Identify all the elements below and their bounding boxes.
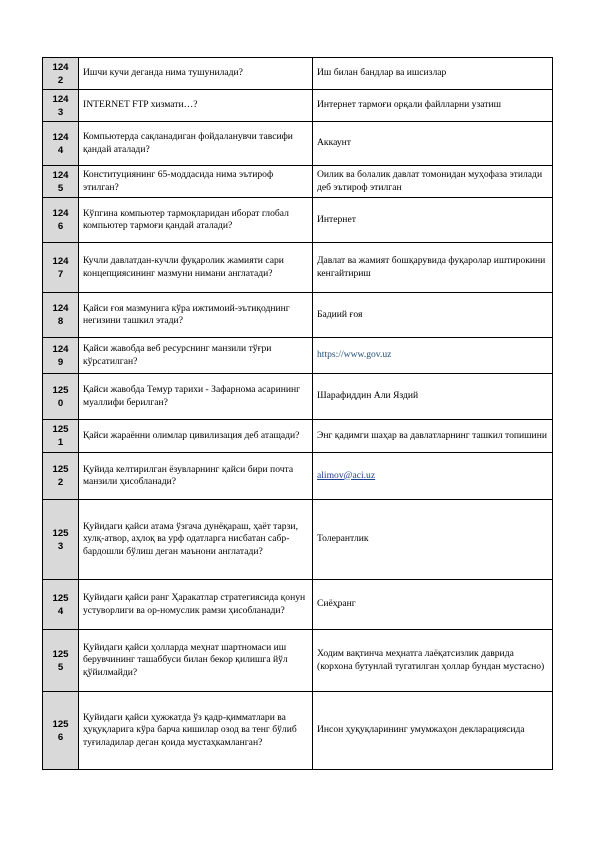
question-number: 124 7 [43,243,79,293]
answer-text: Аккаунт [313,122,553,166]
qa-table [42,57,553,770]
question-text: Қайси жавобда Темур тарихи - Зафарнома асарининг муаллифи берилган? [79,374,313,420]
question-number: 124 8 [43,293,79,338]
question-number: 125 5 [43,630,79,692]
question-number: 124 4 [43,122,79,166]
answer-text: Давлат ва жамият бошқарувида фуқаролар иштирокини кенгайтириш [313,243,553,293]
question-text: Кучли давлатдан-кучли фуқаролик жамияти сари концепциясининг мазмуни нимани англатади? [79,243,313,293]
answer-text: Интернет тармоғи орқали файлларни узатиш [313,90,553,122]
answer-text [313,338,553,374]
question-number: 124 6 [43,198,79,243]
question-text: Қуйидаги қайси атама ўзгача дунёқараш, ҳаёт тарзи, хулқ-атвор, аҳлоқ ва урф одатларга нисбатан сабр-бардошли бўлиш деган маънони англатади? [79,500,313,580]
answer-text: Ходим вақтинча меҳнатга лаёқатсизлик даврида (корхона бутунлай тугатилган ҳоллар бундан мустасно) [313,630,553,692]
question-text: INTERNET FTP хизмати…? [79,90,313,122]
answer-text: Оилик ва болалик давлат томонидан муҳофаза этилади деб эътироф этилган [313,166,553,198]
question-number: 125 6 [43,692,79,770]
answer-text: Инсон ҳуқуқларининг умумжаҳон декларациясида [313,692,553,770]
question-text: Қуйида келтирилган ёзувларнинг қайси бири почта манзили ҳисобланади? [79,453,313,500]
answer-text: Интернет [313,198,553,243]
table-row [43,293,553,338]
table-row [43,500,553,580]
table-row [43,338,553,374]
table-row [43,630,553,692]
question-number: 124 3 [43,90,79,122]
email-link[interactable]: alimov@aci.uz [317,469,376,481]
table-row [43,90,553,122]
table-row [43,166,553,198]
table-row [43,122,553,166]
web-link[interactable]: https://www.gov.uz [317,349,392,361]
question-number: 125 4 [43,580,79,630]
table-row [43,692,553,770]
answer-text: Иш билан бандлар ва ишсизлар [313,58,553,90]
question-text: Қуйидаги қайси ранг Ҳаракатлар стратегиясида қонун устуворлиги ва ор-номуслик рамзи ҳисобланади? [79,580,313,630]
question-text: Кўпгина компьютер тармоқларидан иборат глобал компьютер тармоғи қандай аталади? [79,198,313,243]
question-number: 124 9 [43,338,79,374]
table-row [43,453,553,500]
question-text: Қайси ғоя мазмунига кўра ижтимоий-эътиқоднинг негизини ташкил этади? [79,293,313,338]
question-text: Ишчи кучи деганда нима тушунилади? [79,58,313,90]
table-row [43,243,553,293]
question-number: 125 1 [43,420,79,453]
answer-text: Толерантлик [313,500,553,580]
question-number: 125 3 [43,500,79,580]
question-text: Қуйидаги қайси ҳолларда меҳнат шартномаси иш берувчининг ташаббуси билан бекор қилишга йўл қўйилмайди? [79,630,313,692]
answer-text: Шарафиддин Али Яздий [313,374,553,420]
question-text: Компьютерда сақланадиган фойдаланувчи тавсифи қандай аталади? [79,122,313,166]
answer-text [313,453,553,500]
question-number: 124 5 [43,166,79,198]
table-row [43,58,553,90]
table-row [43,580,553,630]
question-text: Конституциянинг 65-моддасида нима эътироф этилган? [79,166,313,198]
table-row [43,198,553,243]
answer-text: Энг қадимги шаҳар ва давлатларнинг ташкил топишини [313,420,553,453]
question-number: 124 2 [43,58,79,90]
question-number: 125 2 [43,453,79,500]
question-number: 125 0 [43,374,79,420]
question-text: Қуйидаги қайси ҳужжатда ўз қадр-қимматлари ва ҳуқуқларига кўра барча кишилар озод ва тенг бўлиб туғиладилар деган қоида мустаҳкамланган? [79,692,313,770]
answer-text: Сиёҳранг [313,580,553,630]
question-text: Қайси жараённи олимлар цивилизация деб атащади? [79,420,313,453]
table-row [43,420,553,453]
question-text: Қайси жавобда веб ресурснинг манзили тўғри кўрсатилган? [79,338,313,374]
table-row [43,374,553,420]
qa-table-body [43,58,553,770]
answer-text: Бадиий ғоя [313,293,553,338]
